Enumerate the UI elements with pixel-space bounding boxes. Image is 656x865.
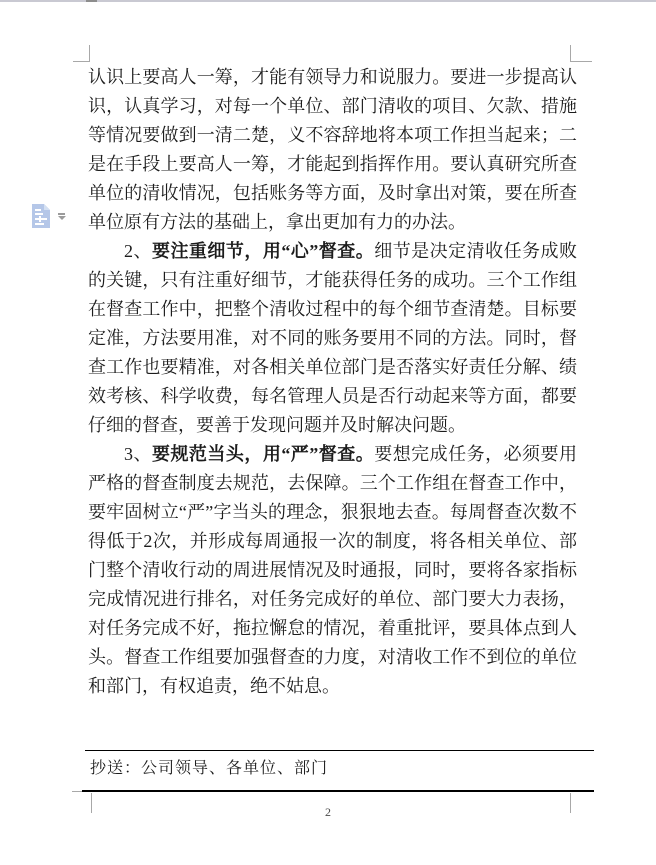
paragraph <box>88 63 577 237</box>
dropdown-arrow-icon[interactable] <box>57 213 66 221</box>
footer-divider-bottom <box>82 790 594 792</box>
paragraph-text: 要想完成任务，必须要用严格的督查制度去规范，去保障。三个工作组在督查工作中，要牢固树立“严”字当头的理念，狠狠地去查。每周督查次数不得低于2次，并形成每周通报一次的制度，将各相关单位、部门整个清收行动的周进展情况及时通报，同时，要将各家指标完成情况进行排名，对任务完成好的单位、部门要大力表扬，对任务完成不好，拖拉懈怠的情况，着重批评，要具体点到人头。督查工作组要加强督查的力度，对清收工作不到位的单位和部门，有权追责，绝不姑息。 <box>88 444 578 696</box>
paragraph-number: 2、 <box>124 241 152 261</box>
chevron-down-icon <box>58 216 66 220</box>
horizontal-scrollbar-track <box>0 0 656 2</box>
crop-mark-top-left-v <box>89 45 90 62</box>
crop-mark-top-right-v <box>570 45 571 62</box>
paragraph <box>88 237 577 440</box>
paragraph-text: 细节是决定清收任务成败的关键，只有注重好细节，才能获得任务的成功。三个工作组在督查工作中，把整个清收过程中的每个细节查清楚。目标要定准，方法要用准，对不同的账务要用不同的方法。同时，督查工作也要精准，对各相关单位部门是否落实好责任分解、绩效考核、科学收费，每名管理人员是否行动起来等方面，都要仔细的督查，要善于发现问题并及时解决问题。 <box>88 241 578 435</box>
page-number: 2 <box>325 805 331 819</box>
crop-mark-top-left-h <box>73 61 90 62</box>
paragraph-heading: 要规范当头，用“严”督查。 <box>151 444 375 464</box>
paragraph <box>88 440 577 701</box>
document-body <box>88 63 577 701</box>
document-settings-icon[interactable] <box>31 203 51 234</box>
paragraph-number: 3、 <box>124 444 152 464</box>
cc-line: 抄送：公司领导、各单位、部门 <box>90 760 329 777</box>
dropdown-bar <box>58 213 65 215</box>
horizontal-scrollbar-thumb[interactable] <box>86 0 97 2</box>
paragraph-heading: 要注重细节，用“心”督查。 <box>151 241 375 261</box>
crop-mark-top-right-h <box>570 61 592 62</box>
paragraph-text: 认识上要高人一筹，才能有领导力和说服力。要进一步提高认识，认真学习，对每一个单位、部门清收的项目、欠款、措施等情况要做到一清二楚，义不容辞地将本项工作担当起来；二是在手段上要高人一筹，才能起到指挥作用。要认真研究所查单位的清收情况，包括账务等方面，及时拿出对策，要在所查单位原有方法的基础上，拿出更加有力的办法。 <box>88 67 577 232</box>
footer-divider-top <box>85 750 594 751</box>
margin-widget[interactable] <box>31 203 67 229</box>
